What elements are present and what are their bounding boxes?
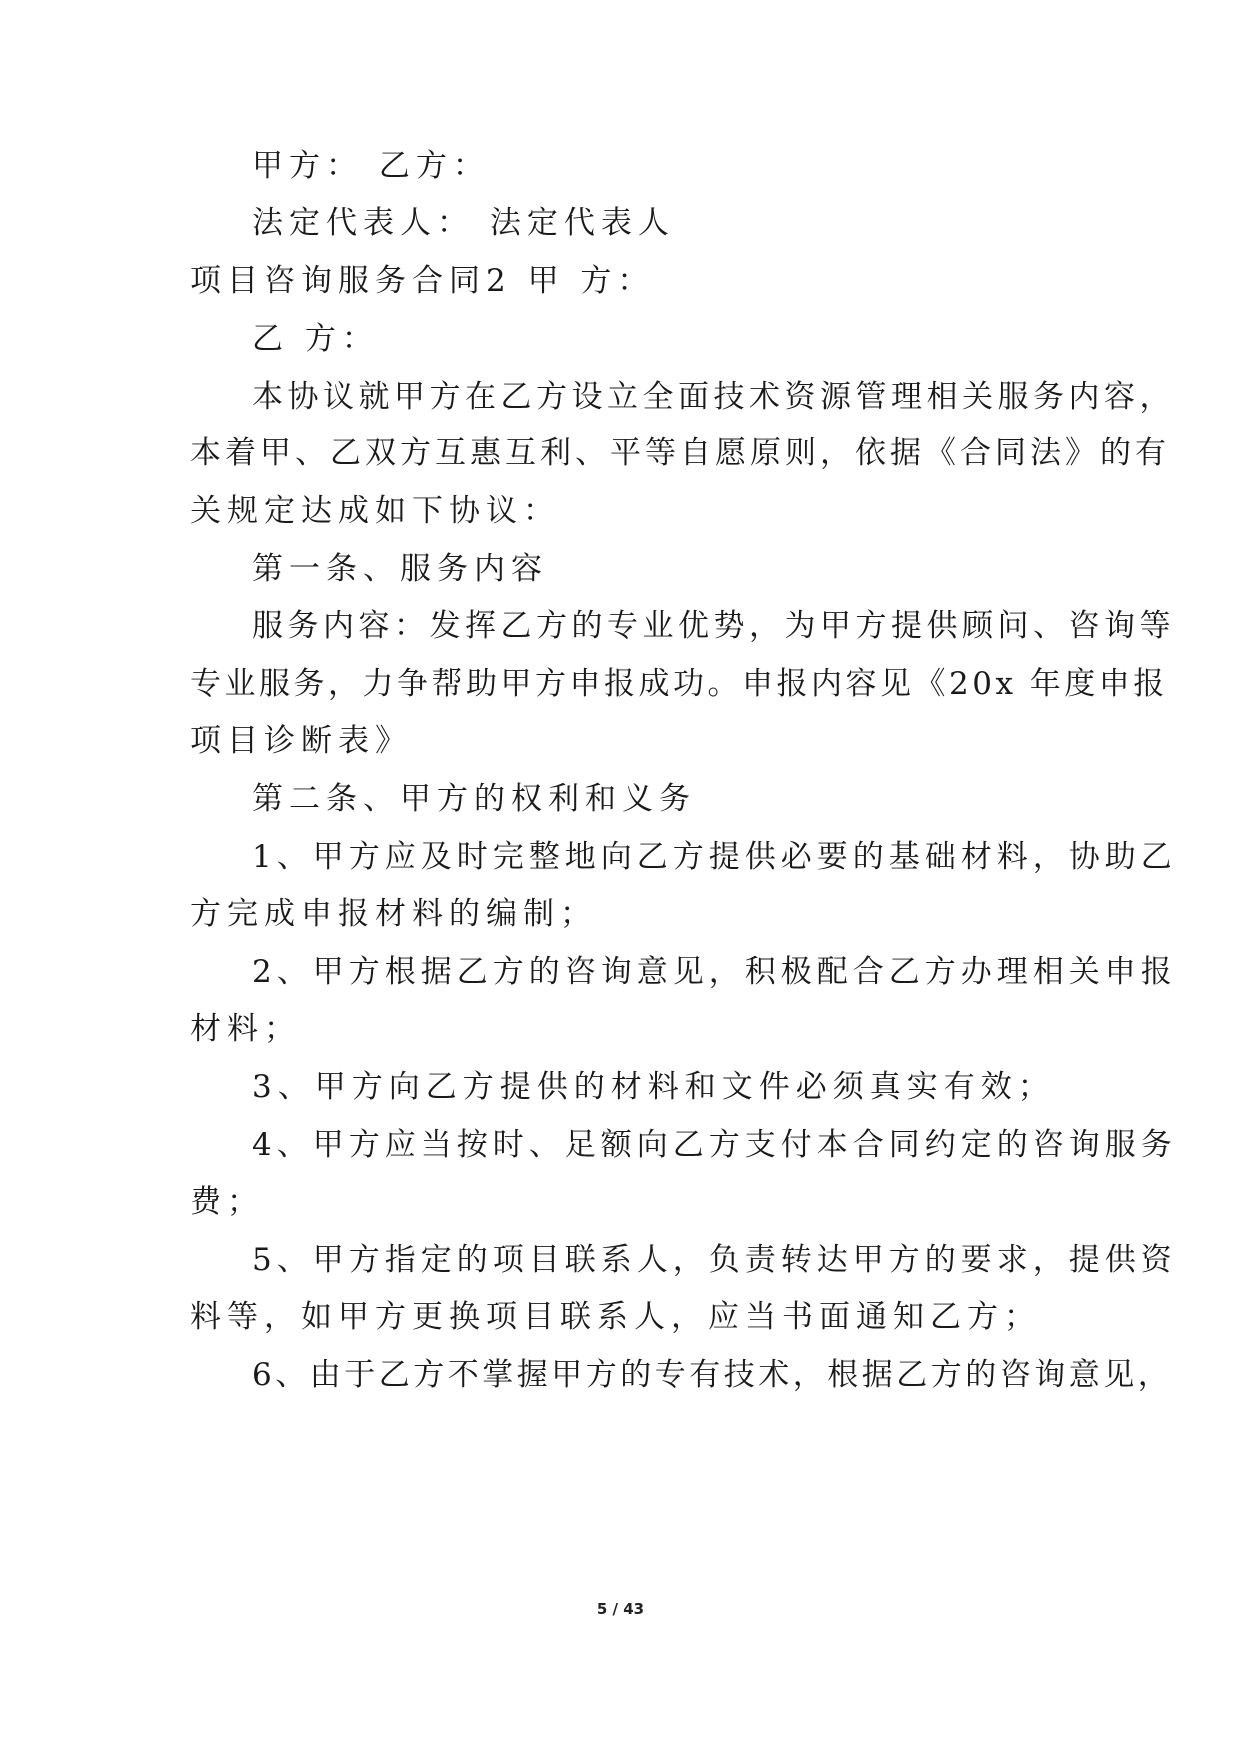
- text-line: 第二条、甲方的权利和义务: [252, 781, 696, 817]
- text-line: 项目咨询服务合同2 甲 方：: [190, 263, 655, 299]
- text-line: 5、甲方指定的项目联系人，负责转达甲方的要求，提供资: [252, 1242, 1177, 1278]
- text-line: 乙 方：: [252, 321, 379, 357]
- text-line: 6、由于乙方不掌握甲方的专有技术，根据乙方的咨询意见，: [252, 1357, 1173, 1393]
- text-line: 关规定达成如下协议：: [190, 493, 560, 529]
- text-line: 第一条、服务内容: [252, 551, 548, 587]
- text-line: 3、甲方向乙方提供的材料和文件必须真实有效；: [252, 1069, 1055, 1105]
- text-line: 2、甲方根据乙方的咨询意见，积极配合乙方办理相关申报: [252, 954, 1177, 990]
- page-number: 5 / 43: [596, 1600, 645, 1618]
- text-line: 1、甲方应及时完整地向乙方提供必要的基础材料，协助乙: [252, 839, 1177, 875]
- text-line: 项目诊断表》: [190, 723, 412, 759]
- text-line: 甲方： 乙方：: [252, 148, 490, 184]
- text-line: 本着甲、乙双方互惠互利、平等自愿原则，依据《合同法》的有: [190, 435, 1170, 471]
- text-line: 费；: [190, 1184, 264, 1220]
- text-line: 方完成申报材料的编制；: [190, 896, 597, 932]
- text-line: 专业服务，力争帮助甲方申报成功。申报内容见《20x 年度申报: [190, 666, 1168, 702]
- text-line: 料等，如甲方更换项目联系人，应当书面通知乙方；: [190, 1299, 1041, 1335]
- text-line: 本协议就甲方在乙方设立全面技术资源管理相关服务内容，: [252, 379, 1175, 415]
- text-line: 4、甲方应当按时、足额向乙方支付本合同约定的咨询服务: [252, 1127, 1177, 1163]
- text-line: 法定代表人： 法定代表人: [252, 205, 675, 241]
- text-line: 材料；: [190, 1011, 301, 1047]
- text-line: 服务内容：发挥乙方的专业优势，为甲方提供顾问、咨询等: [252, 608, 1175, 644]
